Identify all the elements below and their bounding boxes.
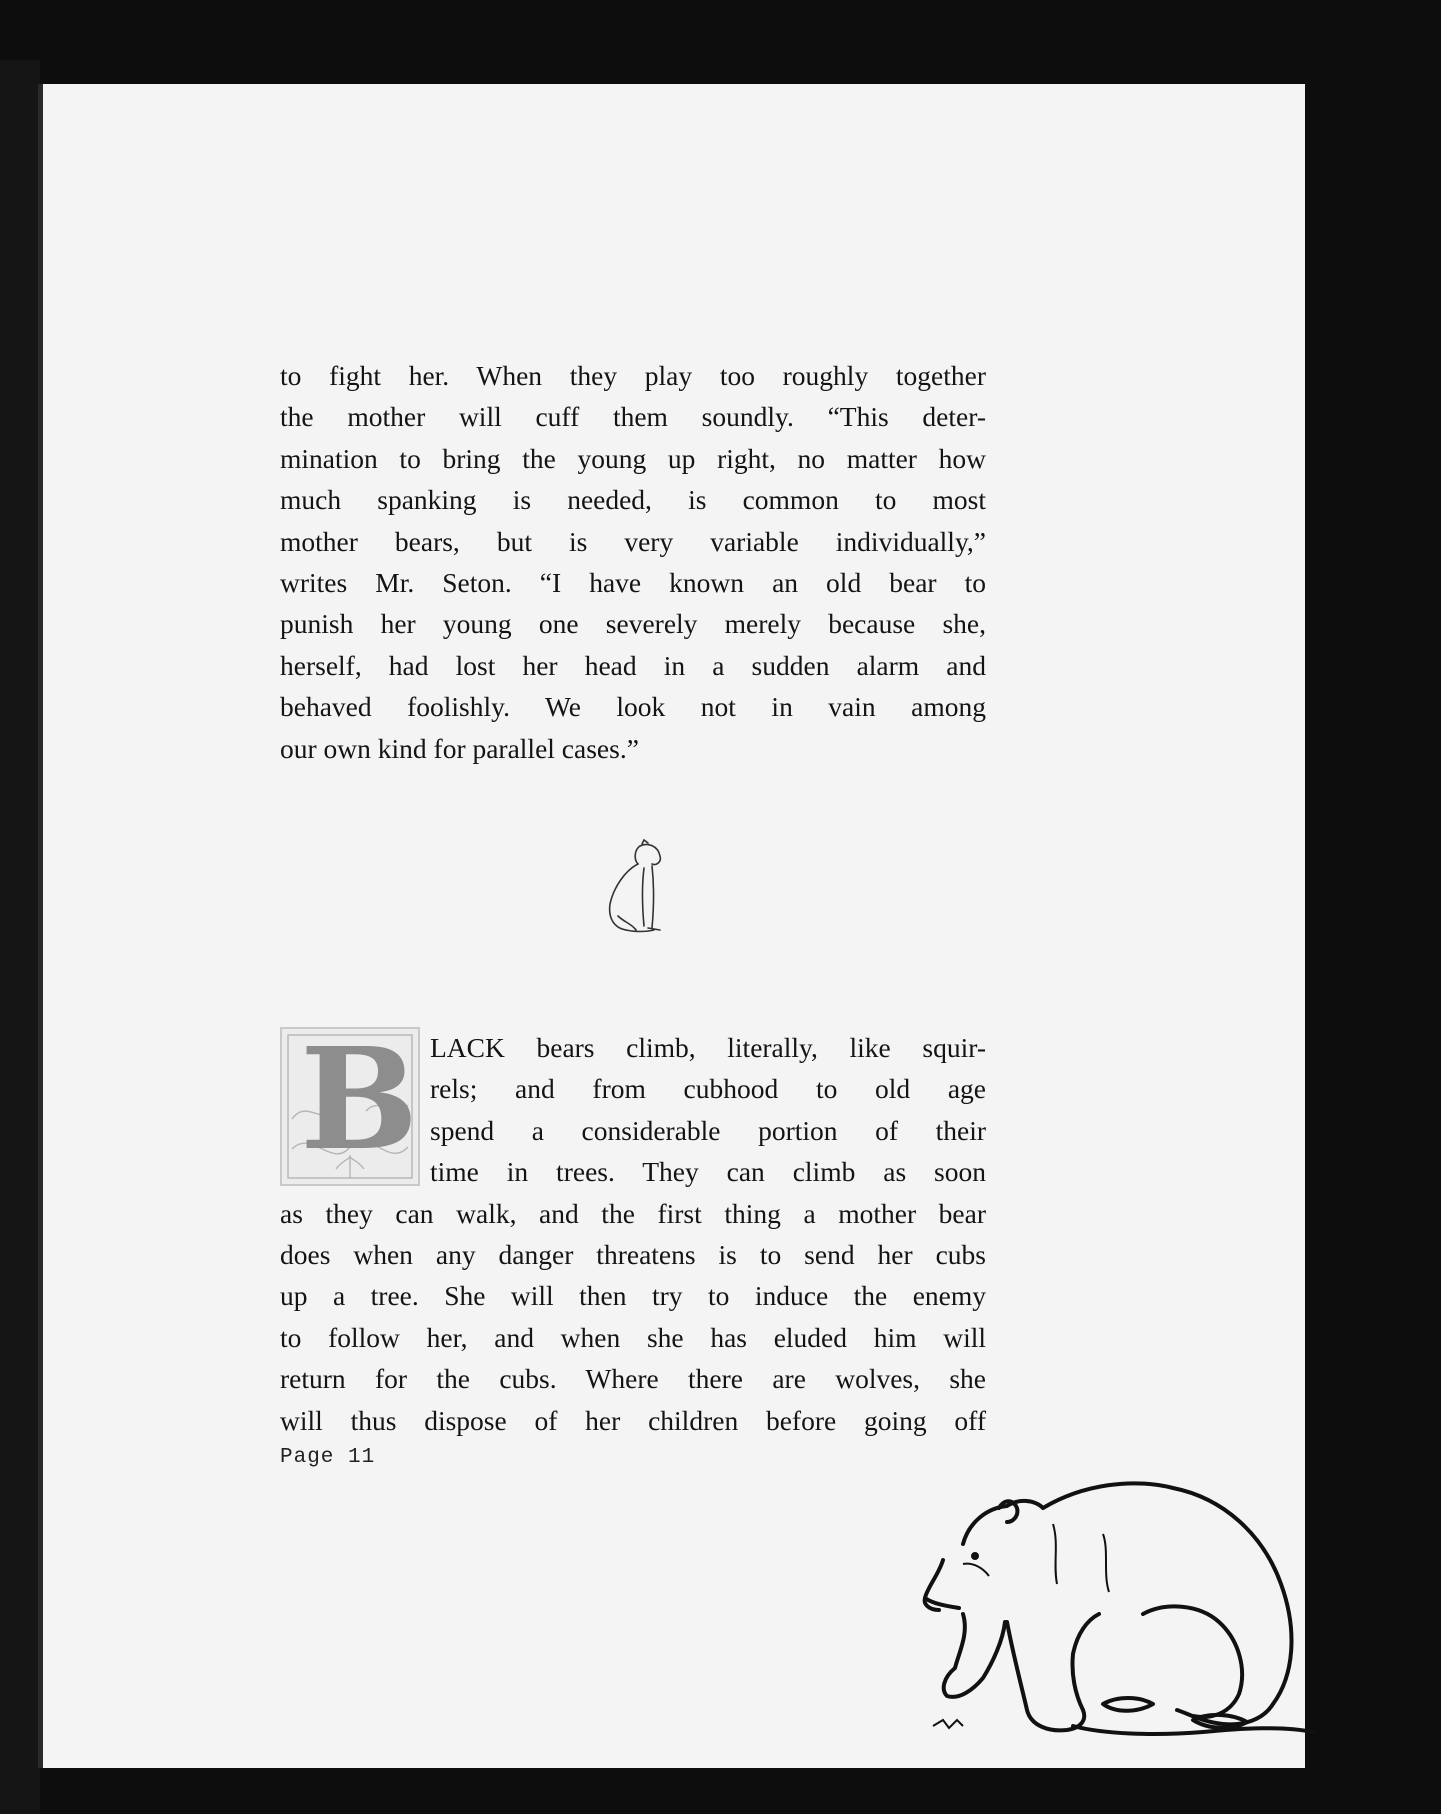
- text-line: time in trees. They can climb as soon: [430, 1156, 986, 1188]
- book-page: [38, 84, 1305, 1768]
- binding-shadow: [0, 60, 40, 1814]
- text-line: up a tree. She will then try to induce the enemy: [280, 1280, 986, 1312]
- text-line: our own kind for parallel cases.”: [280, 732, 639, 764]
- text-line: to follow her, and when she has eluded him will: [280, 1321, 986, 1353]
- paragraph-1: [280, 355, 986, 769]
- sitting-bear-cub-icon: [578, 834, 688, 944]
- text-line: writes Mr. Seton. “I have known an old bear to: [280, 567, 986, 599]
- text-line: LACK bears climb, literally, like squir-: [430, 1032, 986, 1063]
- page-number: Page 11: [280, 1446, 376, 1469]
- crouching-bear-icon: [903, 1464, 1323, 1764]
- text-line: the mother will cuff them soundly. “This deter-: [280, 401, 986, 433]
- drop-cap-letter: B: [300, 1018, 419, 1182]
- text-line: rels; and from cubhood to old age: [430, 1073, 986, 1105]
- text-line: spend a considerable portion of their: [430, 1114, 986, 1146]
- text-line: herself, had lost her head in a sudden alarm and: [280, 649, 986, 681]
- text-line: behaved foolishly. We look not in vain among: [280, 691, 986, 723]
- text-line: does when any danger threatens is to send her cubs: [280, 1239, 986, 1271]
- text-line: much spanking is needed, is common to most: [280, 484, 986, 516]
- text-line: return for the cubs. Where there are wolves, she: [280, 1363, 986, 1395]
- text-line: will thus dispose of her children before going off: [280, 1404, 986, 1436]
- text-line: mination to bring the young up right, no matter how: [280, 442, 986, 474]
- text-line: mother bears, but is very variable individually,”: [280, 525, 986, 557]
- text-line: punish her young one severely merely because she,: [280, 608, 986, 640]
- text-line: to fight her. When they play too roughly together: [280, 360, 986, 391]
- paragraph-2: [280, 1018, 986, 1441]
- text-line: as they can walk, and the first thing a mother bear: [280, 1197, 986, 1229]
